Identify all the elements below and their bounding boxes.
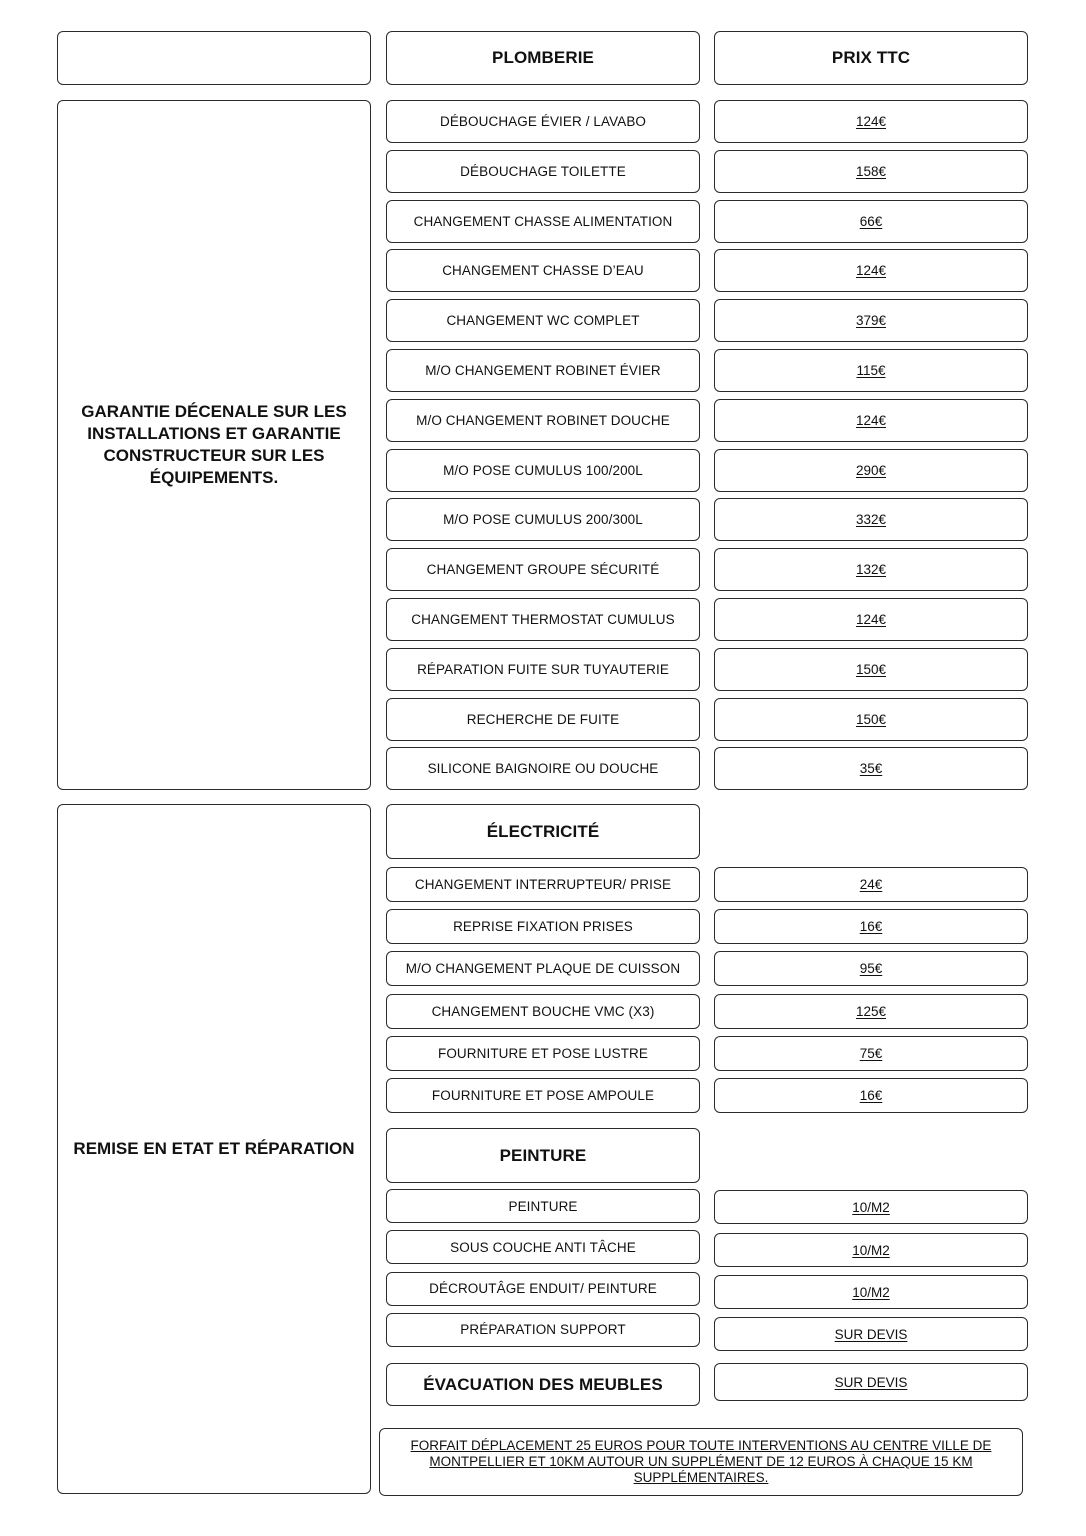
service-label: CHANGEMENT WC COMPLET: [386, 299, 700, 342]
service-price: 95€: [714, 951, 1028, 986]
service-label: PRÉPARATION SUPPORT: [386, 1313, 700, 1347]
electricite-header: ÉLECTRICITÉ: [386, 804, 700, 859]
travel-fee-note: [379, 1428, 1023, 1496]
service-label: FOURNITURE ET POSE AMPOULE: [386, 1078, 700, 1113]
service-price: 24€: [714, 867, 1028, 902]
service-price: 10/M2: [714, 1190, 1028, 1224]
service-price: SUR DEVIS: [714, 1317, 1028, 1351]
travel-fee-text: FORFAIT DÉPLACEMENT 25 EUROS POUR TOUTE INTERVENTIONS AU CENTRE VILLE DE MONTPELLIER ET 10KM AUTOUR UN SUPPLÉMENT DE 12 EUROS À CHAQUE 15 KM SUPPLÉMENTAIRES.: [410, 1438, 992, 1485]
service-label: CHANGEMENT CHASSE D’EAU: [386, 249, 700, 292]
service-price: 379€: [714, 299, 1028, 342]
peinture-header: PEINTURE: [386, 1128, 700, 1183]
evacuation-label: ÉVACUATION DES MEUBLES: [386, 1363, 700, 1406]
service-label: CHANGEMENT BOUCHE VMC (X3): [386, 994, 700, 1029]
service-label: CHANGEMENT CHASSE ALIMENTATION: [386, 200, 700, 243]
plomberie-header: PLOMBERIE: [386, 31, 700, 85]
header-blank-cell: [57, 31, 371, 85]
guarantee-panel: [57, 100, 371, 790]
repair-panel: [57, 804, 371, 1494]
service-label: M/O CHANGEMENT ROBINET ÉVIER: [386, 349, 700, 392]
service-price: 124€: [714, 249, 1028, 292]
service-label: FOURNITURE ET POSE LUSTRE: [386, 1036, 700, 1071]
service-price: 66€: [714, 200, 1028, 243]
service-price: 16€: [714, 1078, 1028, 1113]
service-label: SOUS COUCHE ANTI TÂCHE: [386, 1230, 700, 1264]
service-price: 125€: [714, 994, 1028, 1029]
service-price: 158€: [714, 150, 1028, 193]
service-label: DÉBOUCHAGE TOILETTE: [386, 150, 700, 193]
service-price: 16€: [714, 909, 1028, 944]
service-label: REPRISE FIXATION PRISES: [386, 909, 700, 944]
service-price: 10/M2: [714, 1233, 1028, 1267]
service-label: SILICONE BAIGNOIRE OU DOUCHE: [386, 747, 700, 790]
service-label: M/O POSE CUMULUS 200/300L: [386, 498, 700, 541]
service-price: 124€: [714, 598, 1028, 641]
service-label: RECHERCHE DE FUITE: [386, 698, 700, 741]
service-price: 35€: [714, 747, 1028, 790]
service-price: 124€: [714, 100, 1028, 143]
service-label: M/O CHANGEMENT PLAQUE DE CUISSON: [386, 951, 700, 986]
service-price: 124€: [714, 399, 1028, 442]
service-label: CHANGEMENT GROUPE SÉCURITÉ: [386, 548, 700, 591]
service-price: 150€: [714, 698, 1028, 741]
service-label: PEINTURE: [386, 1189, 700, 1223]
service-price: 332€: [714, 498, 1028, 541]
service-label: DÉCROUTÂGE ENDUIT/ PEINTURE: [386, 1272, 700, 1306]
service-price: 290€: [714, 449, 1028, 492]
guarantee-text: GARANTIE DÉCENALE SUR LES INSTALLATIONS ET GARANTIE CONSTRUCTEUR SUR LES ÉQUIPEMENTS.: [81, 402, 347, 487]
repair-text: REMISE EN ETAT ET RÉPARATION: [73, 1139, 355, 1158]
service-label: DÉBOUCHAGE ÉVIER / LAVABO: [386, 100, 700, 143]
service-label: M/O CHANGEMENT ROBINET DOUCHE: [386, 399, 700, 442]
evacuation-price: SUR DEVIS: [714, 1363, 1028, 1401]
service-label: CHANGEMENT INTERRUPTEUR/ PRISE: [386, 867, 700, 902]
service-label: CHANGEMENT THERMOSTAT CUMULUS: [386, 598, 700, 641]
service-label: RÉPARATION FUITE SUR TUYAUTERIE: [386, 648, 700, 691]
price-header: PRIX TTC: [714, 31, 1028, 85]
service-price: 132€: [714, 548, 1028, 591]
service-label: M/O POSE CUMULUS 100/200L: [386, 449, 700, 492]
service-price: 10/M2: [714, 1275, 1028, 1309]
service-price: 115€: [714, 349, 1028, 392]
service-price: 75€: [714, 1036, 1028, 1071]
service-price: 150€: [714, 648, 1028, 691]
